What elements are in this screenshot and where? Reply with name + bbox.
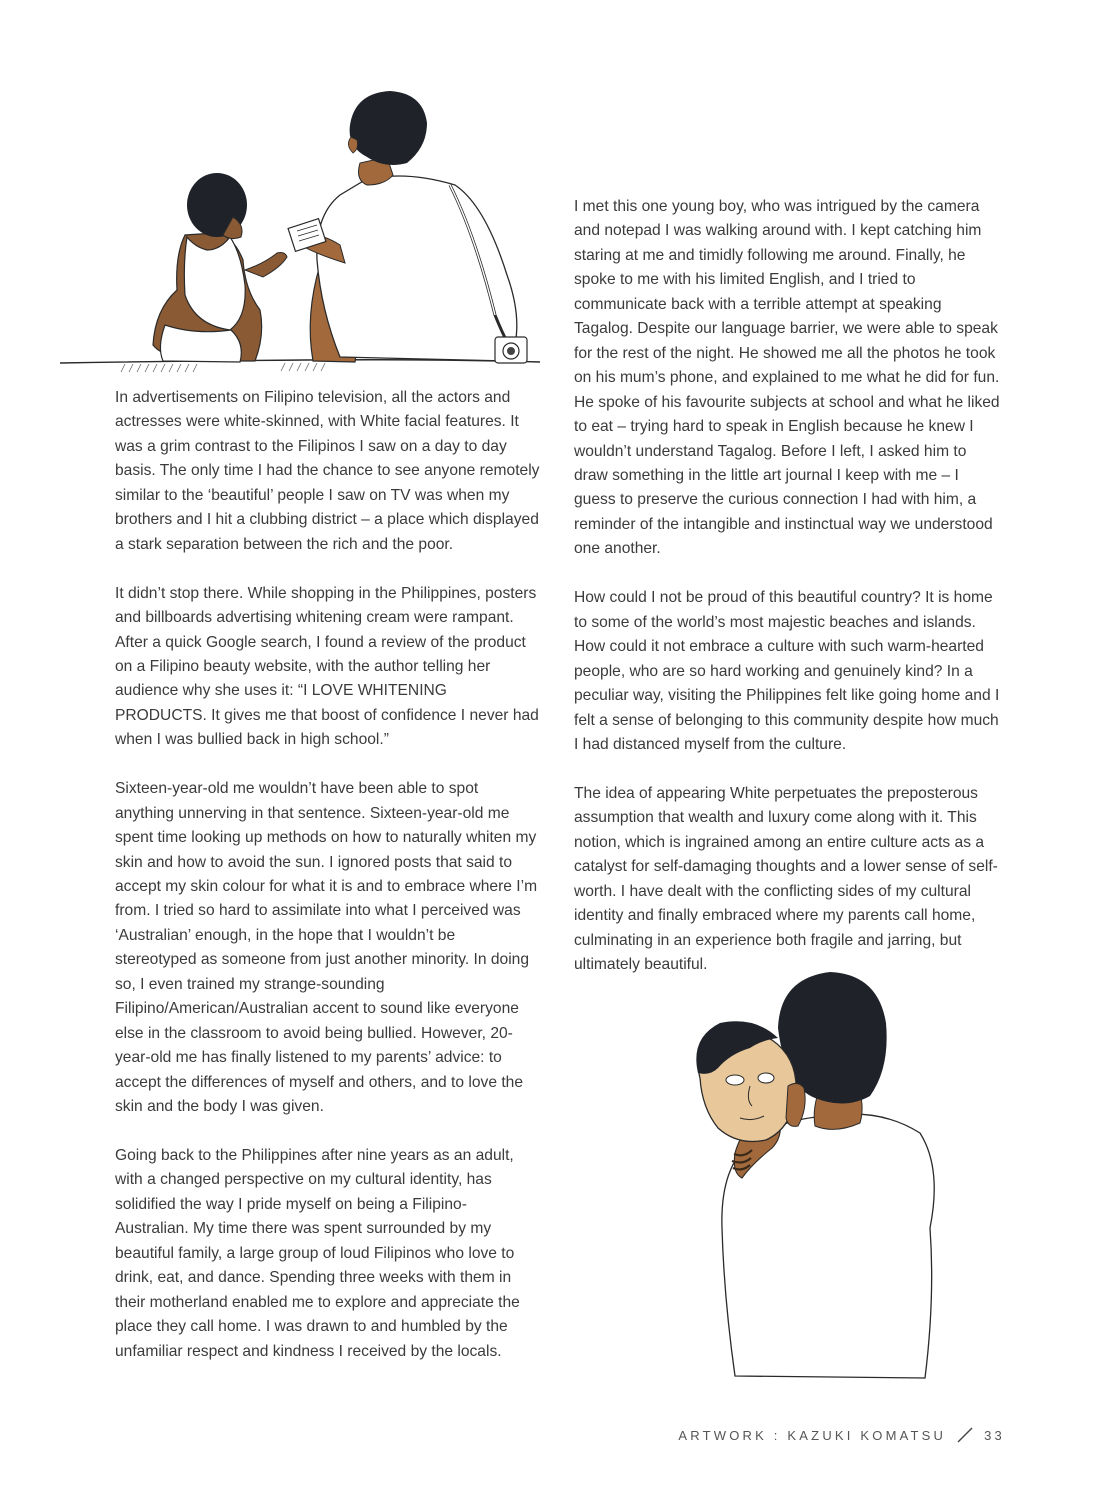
mask-figure-drawing — [680, 968, 950, 1380]
sitting-figures-drawing — [55, 85, 545, 380]
paragraph: The idea of appearing White perpetuates the preposterous assumption that wealth and luxury come along with it. This notion, which is ingrained among an entire culture acts as a catalyst for self-damaging thoughts and a lower sense of self-worth. I have dealt with the conflicting sides of my cultural identity and finally embraced where my parents call home, culminating in an experience both fragile and jarring, but ultimately beautiful. — [574, 784, 998, 974]
illustration-boy-and-man-sitting — [55, 85, 545, 380]
man-figure — [288, 91, 527, 363]
left-text-column — [115, 386, 540, 1389]
paragraph: It didn’t stop there. While shopping in the Philippines, posters and billboards advertising whitening cream were rampant. After a quick Google search, I found a review of the product on a Filipino beauty website, with the author telling her audience why she uses it: “I LOVE WHITENING PRODUCTS. It gives me that boost of confidence I never had when I was bullied back in high school.” — [115, 584, 539, 749]
paragraph: In advertisements on Filipino television, all the actors and actresses were white-skinned, with White facial features. It was a grim contrast to the Filipinos I saw on a day to day basis. The only time I had the chance to see anyone remotely similar to the ‘beautiful’ people I saw on TV was when my brothers and I hit a clubbing district – a place which displayed a stark separation between the rich and the poor. — [115, 389, 540, 553]
right-text-column — [574, 195, 1002, 1002]
page-number: 33 — [984, 1427, 1005, 1443]
slash-divider-icon — [956, 1426, 974, 1444]
artwork-credit: ARTWORK : KAZUKI KOMATSU — [678, 1427, 947, 1443]
page-footer — [678, 1426, 1005, 1444]
illustration-man-holding-mask — [680, 968, 950, 1380]
paragraph: I met this one young boy, who was intrigued by the camera and notepad I was walking around with. I kept catching him staring at me and timidly following me around. Finally, he spoke to me with his limited English, and I tried to communicate back with a terrible attempt at speaking Tagalog. Despite our language barrier, we were able to speak for the rest of the night. He showed me all the photos he took on his mum’s phone, and explained to me what he did for fun. He spoke of his favourite subjects at school and what he liked to eat – trying hard to speak in English because he knew I wouldn’t understand Tagalog. Before I left, I asked him to draw something in the little art journal I keep with me – I guess to preserve the curious connection I had with him, a reminder of the intangible and instinctual way we understood one another. — [574, 198, 1000, 558]
child-figure — [153, 173, 287, 362]
paragraph: Sixteen-year-old me wouldn’t have been able to spot anything unnerving in that sentence. Sixteen-year-old me spent time looking up methods on how to naturally whiten my skin and how to avoid the sun. I ignored posts that said to accept my skin colour for what it is and to embrace where I’m from. I tried so hard to assimilate into what I perceived was ‘Australian’ enough, in the hope that I wouldn’t be stereotyped as someone from just another minority. In doing so, I even trained my strange-sounding Filipino/American/Australian accent to sound like everyone else in the classroom to avoid being bullied. However, 20-year-old me has finally listened to my parents’ advice: to accept the differences of myself and others, and to love the skin and the body I was given. — [115, 780, 538, 1116]
paragraph: Going back to the Philippines after nine years as an adult, with a changed perspective on my cultural identity, has solidified the way I pride myself on being a Filipino-Australian. My time there was spent surrounded by my beautiful family, a large group of loud Filipinos who love to drink, eat, and dance. Spending three weeks with them in their motherland enabled me to explore and appreciate the place they call home. I was drawn to and humbled by the unfamiliar respect and kindness I received by the locals. — [115, 1147, 520, 1360]
paragraph: How could I not be proud of this beautiful country? It is home to some of the world’s most majestic beaches and islands. How could it not embrace a culture with such warm-hearted people, who are so hard working and genuinely kind? In a peculiar way, visiting the Philippines felt like going home and I felt a sense of belonging to this community despite how much I had distanced myself from the culture. — [574, 589, 1000, 753]
